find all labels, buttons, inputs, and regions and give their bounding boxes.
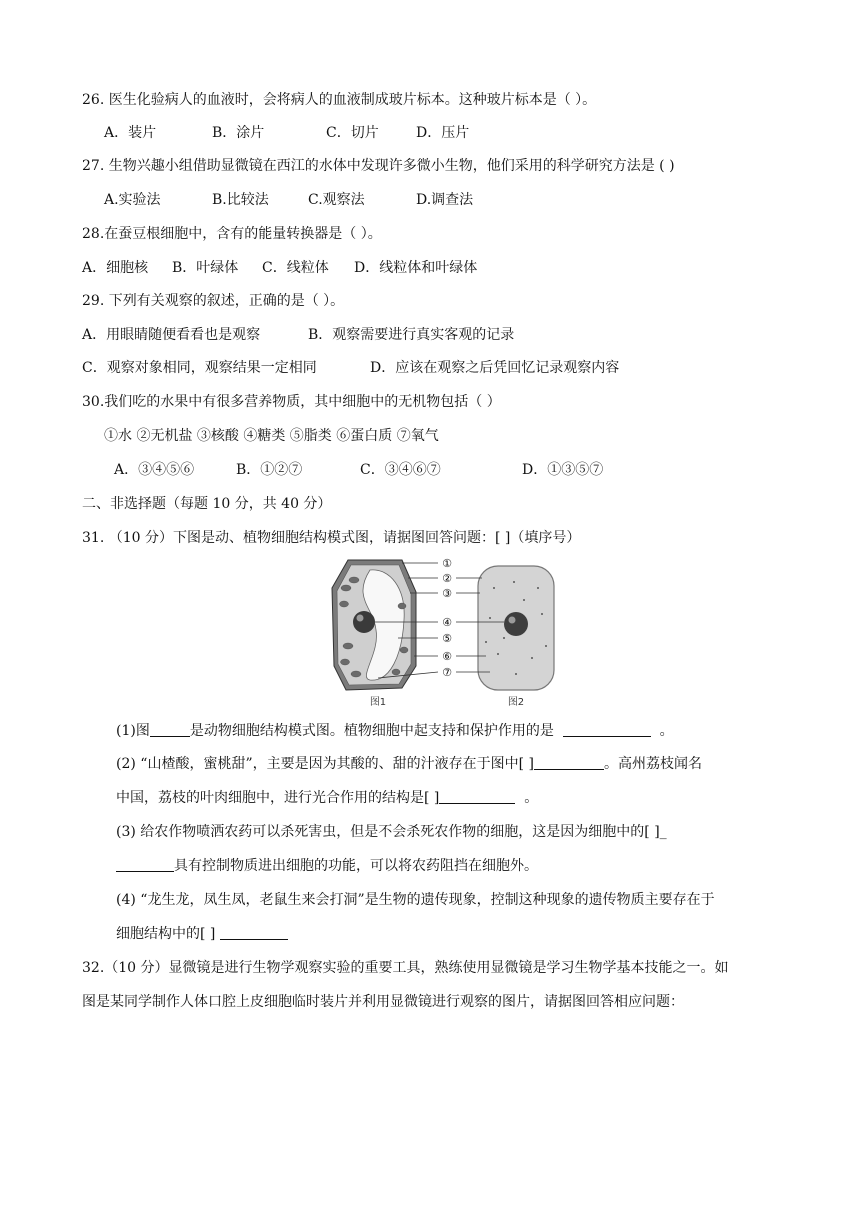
q28-option-a: A．细胞核 [82,260,149,276]
answer-blank[interactable] [534,755,604,770]
animal-cell-nucleus [504,612,528,636]
figure-label-6: ⑥ [442,650,452,663]
q28-option-b: B．叶绿体 [172,260,239,276]
q26-option-d: D．压片 [416,125,470,141]
figure-label-5: ⑤ [442,632,452,645]
q30-stem: 30.我们吃的水果中有很多营养物质，其中细胞中的无机物包括（ ） [82,394,501,410]
answer-blank[interactable] [150,722,190,737]
q27-stem: 27. 生物兴趣小组借助显微镜在西江的水体中发现许多微小生物，他们采用的科学研究方法是 ( ) [82,158,675,174]
q30-option-c: C．③④⑥⑦ [360,462,441,478]
q32-stem-line1: 32.（10 分）显微镜是进行生物学观察实验的重要工具，熟练使用显微镜是学习生物学基本技能之一。如 [82,960,729,976]
q27-option-d: D.调查法 [416,192,474,208]
q29-stem: 29. 下列有关观察的叙述，正确的是（ ）。 [82,293,345,309]
q31-part2-line1: (2) “山楂酸，蜜桃甜”，主要是因为其酸的、甜的汁液存在于图中[ ] 。高州荔枝闻名 [116,756,702,772]
figure-label-7: ⑦ [442,666,452,679]
q32-stem-line2: 图是某同学制作人体口腔上皮细胞临时装片并利用显微镜进行观察的图片，请据图回答相应问题： [82,994,684,1010]
q27-option-a: A.实验法 [104,192,161,208]
q28-option-c: C．线粒体 [262,260,329,276]
cell-structure-figure [318,558,558,708]
q28-option-d: D．线粒体和叶绿体 [354,260,478,276]
q31-stem: 31. （10 分）下图是动、植物细胞结构模式图，请据图回答问题：[ ]（填序号） [82,530,581,546]
q31-part3-line2: 具有控制物质进出细胞的功能，可以将农药阻挡在细胞外。 [116,856,538,876]
figure-caption-1: 图1 [369,697,387,708]
q30-option-b: B．①②⑦ [236,462,303,478]
q28-stem: 28.在蚕豆根细胞中，含有的能量转换器是（ ）。 [82,226,382,242]
q26-option-a: A．装片 [104,125,157,141]
q31-part3-line1: (3) 给农作物喷洒农药可以杀死害虫，但是不会杀死农作物的细胞，这是因为细胞中的[ ]_ [116,824,667,840]
q30-items: ①水 ②无机盐 ③核酸 ④糖类 ⑤脂类 ⑥蛋白质 ⑦氧气 [104,428,439,444]
q30-option-d: D．①③⑤⑦ [522,462,604,478]
q31-part1: (1)图 是动物细胞结构模式图。植物细胞中起支持和保护作用的是 。 [116,723,674,739]
q31-part4-line2: 细胞结构中的[ ] [116,924,288,944]
figure-label-3: ③ [442,587,452,600]
answer-blank[interactable] [220,925,288,940]
q26-stem: 26. 医生化验病人的血液时，会将病人的血液制成玻片标本。这种玻片标本是（ ）。 [82,92,597,108]
q31-part2-line2: 中国，荔枝的叶肉细胞中，进行光合作用的结构是[ ] 。 [116,790,539,806]
q27-option-c: C.观察法 [308,192,365,208]
answer-blank[interactable] [116,857,174,872]
answer-blank[interactable] [439,789,515,804]
answer-blank[interactable] [563,722,651,737]
q26-option-c: C．切片 [326,125,379,141]
q29-option-a: A．用眼睛随便看看也是观察 [82,327,261,343]
q27-option-b: B.比较法 [212,192,269,208]
figure-label-1: ① [442,558,452,570]
q26-option-b: B．涂片 [212,125,265,141]
q29-option-b: B．观察需要进行真实客观的记录 [308,327,515,343]
plant-cell-nucleus [353,611,375,633]
figure-caption-2: 图2 [507,697,525,708]
figure-label-4: ④ [442,616,452,629]
q29-option-c: C．观察对象相同，观察结果一定相同 [82,360,317,376]
q31-part4-line1: (4) “龙生龙，凤生凤，老鼠生来会打洞”是生物的遗传现象，控制这种现象的遗传物质主要存在于 [116,892,715,908]
q29-option-d: D．应该在观察之后凭回忆记录观察内容 [370,360,620,376]
section-heading: 二、非选择题（每题 10 分，共 40 分） [82,496,332,512]
figure-label-2: ② [442,572,452,585]
q30-option-a: A．③④⑤⑥ [114,462,195,478]
